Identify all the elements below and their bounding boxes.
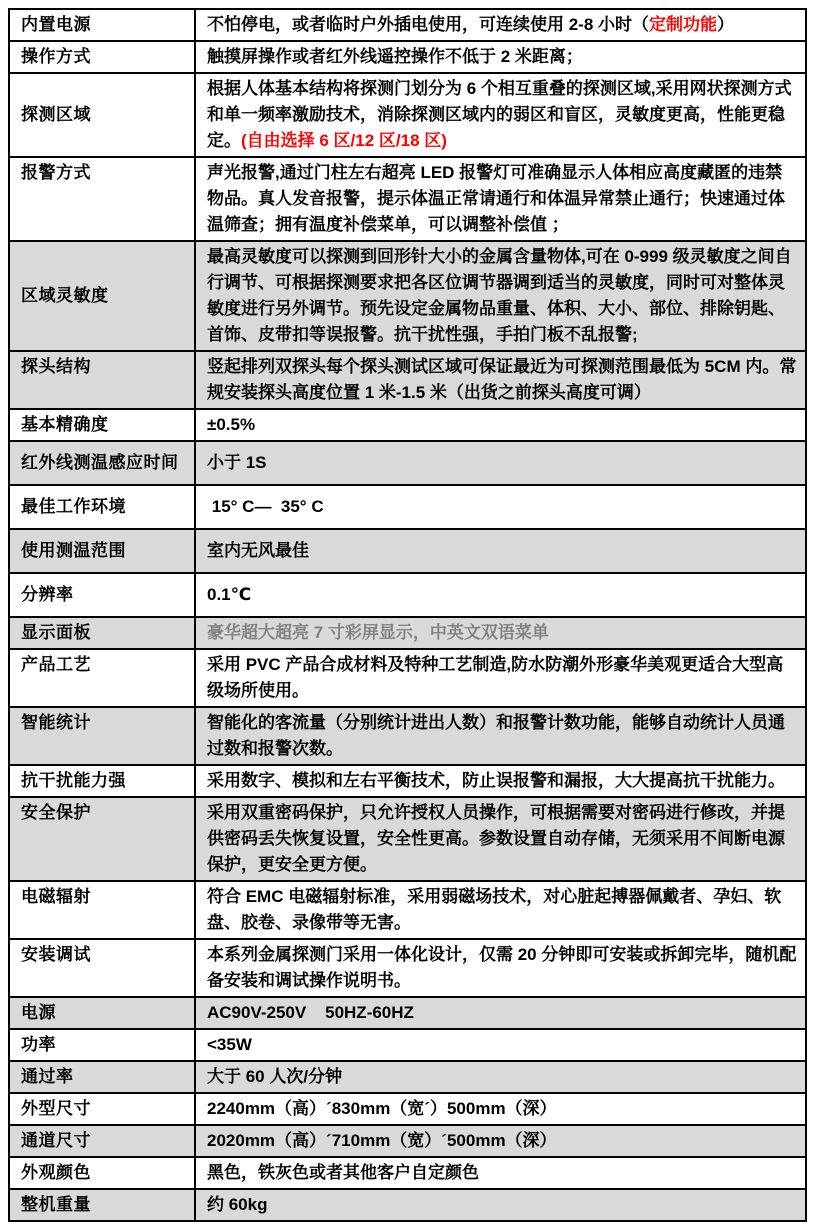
spec-value [195, 617, 806, 649]
table-row [9, 573, 806, 617]
spec-value [195, 73, 806, 157]
spec-value-text: 室内无风最佳 [207, 541, 309, 560]
table-row [9, 997, 806, 1029]
spec-label: 区域灵敏度 [9, 241, 195, 351]
spec-value [195, 1125, 806, 1157]
table-row [9, 797, 806, 881]
spec-value [195, 1093, 806, 1125]
spec-label: 通道尺寸 [9, 1125, 195, 1157]
spec-table-body [9, 9, 806, 1221]
spec-label: 通过率 [9, 1061, 195, 1093]
spec-value-text: 采用数字、模拟和左右平衡技术，防止误报警和漏报，大大提高抗干扰能力。 [207, 771, 785, 790]
spec-value-text: 小于 1S [207, 453, 267, 472]
spec-label: 基本精确度 [9, 409, 195, 441]
spec-value-text: 本系列金属探测门采用一体化设计，仅需 20 分钟即可安装或拆卸完毕，随机配备安装和调试操作说明书。 [207, 945, 797, 990]
spec-value-text: AC90V-250V 50HZ-60HZ [207, 1003, 414, 1022]
spec-label: 外型尺寸 [9, 1093, 195, 1125]
table-row [9, 485, 806, 529]
spec-value-text: 2240mm（高）´830mm（宽´）500mm（深） [207, 1099, 557, 1118]
spec-value-text: 不怕停电，或者临时户外插电使用，可连续使用 2-8 小时（ [207, 15, 650, 34]
spec-value-text: 采用 PVC 产品合成材料及特种工艺制造,防水防潮外形豪华美观更适合大型高级场所使用。 [207, 655, 784, 700]
spec-value-text: 0.1℃ [207, 585, 252, 604]
spec-label: 整机重量 [9, 1189, 195, 1221]
spec-label: 功率 [9, 1029, 195, 1061]
muted-value-text: 豪华超大超亮 7 寸彩屏显示，中英文双语菜单 [207, 623, 549, 642]
spec-label: 外观颜色 [9, 1157, 195, 1189]
spec-value [195, 351, 806, 409]
spec-value [195, 797, 806, 881]
spec-value-text: 15° C— 35° C [207, 497, 324, 516]
spec-label: 电磁辐射 [9, 881, 195, 939]
spec-value [195, 485, 806, 529]
spec-value-text: 触摸屏操作或者红外线遥控操作不低于 2 米距离； [207, 47, 583, 66]
spec-label: 最佳工作环境 [9, 485, 195, 529]
spec-value [195, 881, 806, 939]
table-row [9, 1189, 806, 1221]
spec-value [195, 1157, 806, 1189]
spec-value [195, 1029, 806, 1061]
spec-value-text: <35W [207, 1035, 252, 1054]
spec-label: 分辨率 [9, 573, 195, 617]
spec-value-text: ±0.5% [207, 415, 256, 434]
spec-value-text: 竖起排列双探头每个探头测试区域可保证最近为可探测范围最低为 5CM 内。常规安装探头高度位置 1 米-1.5 米（出货之前探头高度可调） [207, 357, 797, 402]
spec-value-text: 最高灵敏度可以探测到回形针大小的金属含量物体,可在 0-999 级灵敏度之间自行调节、可根据探测要求把各区位调节器调到适当的灵敏度，同时可对整体灵敏度进行另外调节。预先设定金属物品重量、体积、大小、部位、排除钥匙、首饰、皮带扣等误报警。抗干扰性强，手拍门板不乱报警; [207, 247, 792, 344]
table-row [9, 351, 806, 409]
table-row [9, 529, 806, 573]
spec-value-text: 约 60kg [207, 1195, 268, 1214]
spec-label: 智能统计 [9, 707, 195, 765]
spec-value [195, 765, 806, 797]
spec-label: 电源 [9, 997, 195, 1029]
spec-label: 安装调试 [9, 939, 195, 997]
spec-value [195, 9, 806, 41]
highlight-red-text: 定制功能 [649, 15, 718, 34]
table-row [9, 939, 806, 997]
spec-value [195, 441, 806, 485]
spec-value [195, 1189, 806, 1221]
table-row [9, 441, 806, 485]
table-row [9, 73, 806, 157]
spec-value-text: 符合 EMC 电磁辐射标准，采用弱磁场技术，对心脏起搏器佩戴者、孕妇、软盘、胶卷、录像带等无害。 [207, 887, 782, 932]
spec-label: 探测区域 [9, 73, 195, 157]
spec-value [195, 409, 806, 441]
spec-value [195, 649, 806, 707]
spec-value-text: 采用双重密码保护，只允许授权人员操作，可根据需要对密码进行修改，并提供密码丢失恢复设置，安全性更高。参数设置自动存储，无须采用不间断电源保护，更安全更方便。 [207, 803, 785, 874]
spec-value [195, 573, 806, 617]
spec-value-text: 智能化的客流量（分别统计进出人数）和报警计数功能，能够自动统计人员通过数和报警次数。 [207, 713, 785, 758]
table-row [9, 707, 806, 765]
spec-value-text: 声光报警,通过门柱左右超亮 LED 报警灯可准确显示人体相应高度藏匿的违禁物品。真人发音报警，提示体温正常请通行和体温异常禁止通行；快速通过体温筛查；拥有温度补偿菜单，可以调整补偿值 ； [207, 163, 785, 234]
spec-value [195, 707, 806, 765]
spec-label: 红外线测温感应时间 [9, 441, 195, 485]
spec-label: 抗干扰能力强 [9, 765, 195, 797]
table-row [9, 409, 806, 441]
spec-label: 探头结构 [9, 351, 195, 409]
table-row [9, 881, 806, 939]
spec-value-text: ） [717, 15, 735, 34]
spec-value [195, 157, 806, 241]
spec-value [195, 1061, 806, 1093]
table-row [9, 765, 806, 797]
spec-value-text: 黑色，铁灰色或者其他客户自定颜色 [207, 1163, 479, 1182]
spec-label: 显示面板 [9, 617, 195, 649]
spec-value-text: 大于 60 人次/分钟 [207, 1067, 343, 1086]
table-row [9, 241, 806, 351]
highlight-red-text: (自由选择 6 区/12 区/18 区) [241, 131, 447, 150]
spec-label: 使用测温范围 [9, 529, 195, 573]
spec-label: 内置电源 [9, 9, 195, 41]
spec-value [195, 41, 806, 73]
spec-value [195, 997, 806, 1029]
spec-value [195, 241, 806, 351]
spec-label: 报警方式 [9, 157, 195, 241]
spec-table [8, 8, 807, 1222]
table-row [9, 41, 806, 73]
table-row [9, 649, 806, 707]
table-row [9, 157, 806, 241]
spec-value [195, 939, 806, 997]
spec-label: 产品工艺 [9, 649, 195, 707]
table-row [9, 9, 806, 41]
spec-value [195, 529, 806, 573]
table-row [9, 1125, 806, 1157]
table-row [9, 1061, 806, 1093]
table-row [9, 617, 806, 649]
spec-value-text: 根据人体基本结构将探测门划分为 6 个相互重叠的探测区域,采用网状探测方式和单一频率激励技术，消除探测区域内的弱区和盲区，灵敏度更高，性能更稳定。 [207, 79, 792, 150]
table-row [9, 1157, 806, 1189]
spec-label: 操作方式 [9, 41, 195, 73]
spec-label: 安全保护 [9, 797, 195, 881]
table-row [9, 1029, 806, 1061]
spec-value-text: 2020mm（高）´710mm（宽）´500mm（深） [207, 1131, 557, 1150]
table-row [9, 1093, 806, 1125]
